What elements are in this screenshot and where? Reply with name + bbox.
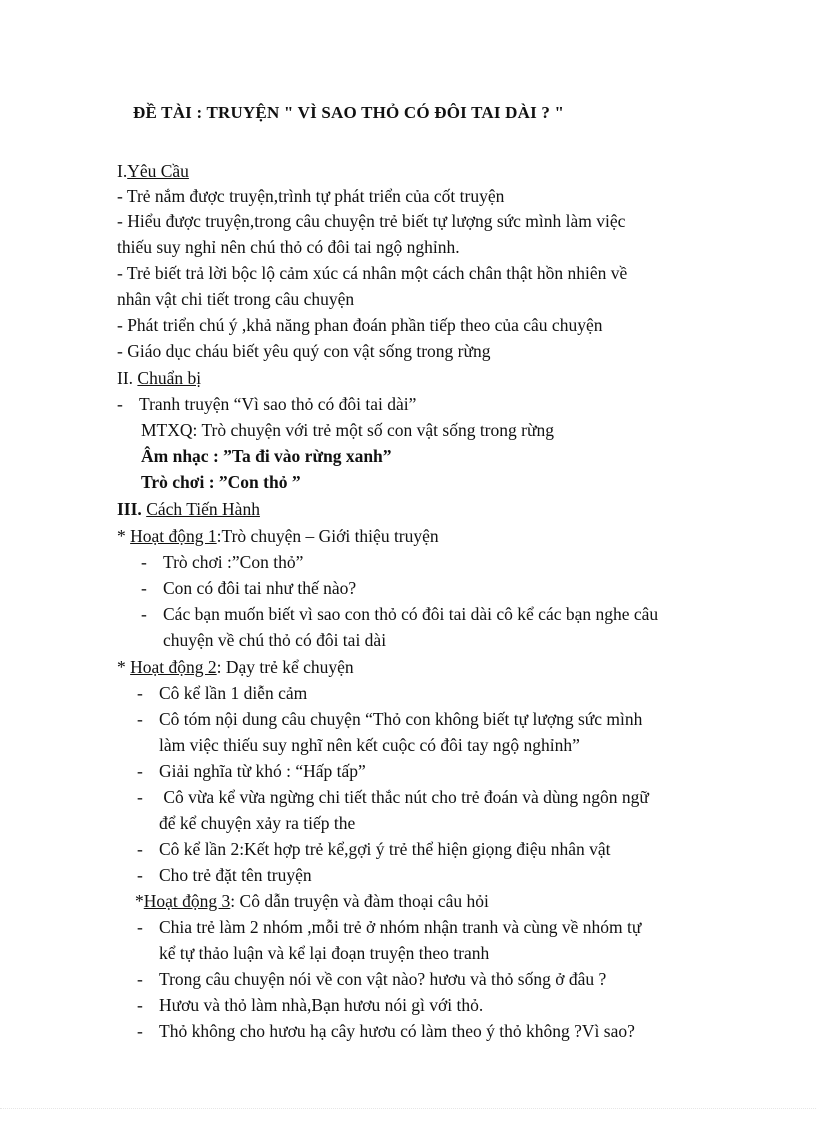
section-2-number: II. xyxy=(117,368,134,388)
a2-line-5-text: Cô vừa kể vừa ngừng chi tiết thắc nút cho trẻ đoán và dùng ngôn ngữ xyxy=(159,787,649,807)
a2-line-4: - Giải nghĩa từ khó : “Hấp tấp” xyxy=(137,761,366,781)
a3-line-3: - Trong câu chuyện nói về con vật nào? hươu và thỏ sống ở đâu ? xyxy=(137,969,607,989)
activity-2-label: Hoạt động 2 xyxy=(130,657,217,677)
s1-line-5: nhân vật chi tiết trong câu chuyện xyxy=(117,289,355,309)
a2-line-1: - Cô kể lần 1 diễn cảm xyxy=(137,683,308,703)
activity-3-text: : Cô dẫn truyện và đàm thoại câu hỏi xyxy=(230,891,489,911)
activity-1-text: :Trò chuyện – Giới thiệu truyện xyxy=(216,526,439,546)
s2-line-1: - Tranh truyện “Vì sao thỏ có đôi tai dài” xyxy=(117,394,417,414)
section-3-heading xyxy=(117,498,260,520)
section-3-number: III. xyxy=(117,499,142,519)
a2-line-7-text: Cô kể lần 2:Kết hợp trẻ kể,gợi ý trẻ thể hiện giọng điệu nhân vật xyxy=(159,839,611,859)
s1-line-4: - Trẻ biết trả lời bộc lộ cảm xúc cá nhân một cách chân thật hồn nhiên về xyxy=(117,263,628,283)
activity-2-text: : Dạy trẻ kể chuyện xyxy=(216,657,354,677)
section-1-heading xyxy=(117,160,189,182)
a1-line-4: chuyện về chú thỏ có đôi tai dài xyxy=(163,630,387,650)
a2-line-7: - Cô kể lần 2:Kết hợp trẻ kể,gợi ý trẻ thể hiện giọng điệu nhân vật xyxy=(137,839,611,859)
a1-line-1-text: Trò chơi :”Con thỏ” xyxy=(163,552,304,572)
section-2-title: Chuẩn bị xyxy=(137,368,202,388)
activity-1-heading: * Hoạt động 1:Trò chuyện – Giới thiệu truyện xyxy=(117,526,439,546)
s1-line-6: - Phát triển chú ý ,khả năng phan đoán phần tiếp theo của câu chuyện xyxy=(117,315,603,335)
a2-line-1-text: Cô kể lần 1 diễn cảm xyxy=(159,683,308,703)
a2-line-3: làm việc thiếu suy nghĩ nên kết cuộc có đôi tay ngộ nghỉnh” xyxy=(159,735,580,755)
a2-line-2: - Cô tóm nội dung câu chuyện “Thỏ con không biết tự lượng sức mình xyxy=(137,709,643,729)
activity-1-label: Hoạt động 1 xyxy=(130,526,217,546)
s1-line-7: - Giáo dục cháu biết yêu quý con vật sống trong rừng xyxy=(117,341,491,361)
a2-line-8: - Cho trẻ đặt tên truyện xyxy=(137,865,312,885)
a2-line-2-text: Cô tóm nội dung câu chuyện “Thỏ con không biết tự lượng sức mình xyxy=(159,709,643,729)
s1-line-2: - Hiểu được truyện,trong câu chuyện trẻ biết tự lượng sức mình làm việc xyxy=(117,211,626,231)
a2-line-8-text: Cho trẻ đặt tên truyện xyxy=(159,865,312,885)
a1-line-1: - Trò chơi :”Con thỏ” xyxy=(141,552,304,572)
a2-line-4-text: Giải nghĩa từ khó : “Hấp tấp” xyxy=(159,761,366,781)
page-bottom-divider xyxy=(0,1108,816,1109)
section-3-title: Cách Tiến Hành xyxy=(146,499,260,519)
section-1-title: Yêu Cầu xyxy=(127,161,189,181)
s2-line-2: MTXQ: Trò chuyện với trẻ một số con vật sống trong rừng xyxy=(141,420,554,440)
activity-3-heading: *Hoạt động 3: Cô dẫn truyện và đàm thoại câu hỏi xyxy=(135,891,489,911)
a1-line-3-text: Các bạn muốn biết vì sao con thỏ có đôi tai dài cô kể các bạn nghe câu xyxy=(163,604,659,624)
a3-line-4-text: Hươu và thỏ làm nhà,Bạn hươu nói gì với thỏ. xyxy=(159,995,484,1015)
s2-line-1-text: Tranh truyện “Vì sao thỏ có đôi tai dài” xyxy=(139,394,417,414)
a3-line-1: - Chia trẻ làm 2 nhóm ,mỗi trẻ ở nhóm nhận tranh và cùng về nhóm tự xyxy=(137,917,642,937)
a1-line-2-text: Con có đôi tai như thế nào? xyxy=(163,578,357,598)
document-title: ĐỀ TÀI : TRUYỆN " VÌ SAO THỎ CÓ ĐÔI TAI DÀI ? " xyxy=(133,103,565,122)
a2-line-5: - Cô vừa kể vừa ngừng chi tiết thắc nút cho trẻ đoán và dùng ngôn ngữ xyxy=(137,787,649,807)
a3-line-5-text: Thỏ không cho hươu hạ cây hươu có làm theo ý thỏ không ?Vì sao? xyxy=(159,1021,635,1041)
a3-line-4: - Hươu và thỏ làm nhà,Bạn hươu nói gì với thỏ. xyxy=(137,995,484,1015)
a3-line-3-text: Trong câu chuyện nói về con vật nào? hươu và thỏ sống ở đâu ? xyxy=(159,969,607,989)
a2-line-6: để kể chuyện xảy ra tiếp the xyxy=(159,813,356,833)
s2-line-4: Trò chơi : ”Con thỏ ” xyxy=(141,472,301,492)
s1-line-3: thiếu suy nghỉ nên chú thỏ có đôi tai ngộ nghỉnh. xyxy=(117,237,460,257)
s1-line-1: - Trẻ nắm được truyện,trình tự phát triển của cốt truyện xyxy=(117,186,505,206)
s2-line-3: Âm nhạc : ”Ta đi vào rừng xanh” xyxy=(141,446,392,466)
a3-line-5: - Thỏ không cho hươu hạ cây hươu có làm theo ý thỏ không ?Vì sao? xyxy=(137,1021,635,1041)
a3-line-1-text: Chia trẻ làm 2 nhóm ,mỗi trẻ ở nhóm nhận tranh và cùng về nhóm tự xyxy=(159,917,642,937)
activity-3-label: Hoạt động 3 xyxy=(143,891,231,911)
section-2-heading xyxy=(117,367,201,389)
section-1-number: I. xyxy=(117,161,128,181)
a3-line-2: kể tự thảo luận và kể lại đoạn truyện theo tranh xyxy=(159,943,490,963)
activity-2-heading: * Hoạt động 2: Dạy trẻ kể chuyện xyxy=(117,657,354,677)
a1-line-2: - Con có đôi tai như thế nào? xyxy=(141,578,357,598)
a1-line-3: - Các bạn muốn biết vì sao con thỏ có đôi tai dài cô kể các bạn nghe câu xyxy=(141,604,659,624)
